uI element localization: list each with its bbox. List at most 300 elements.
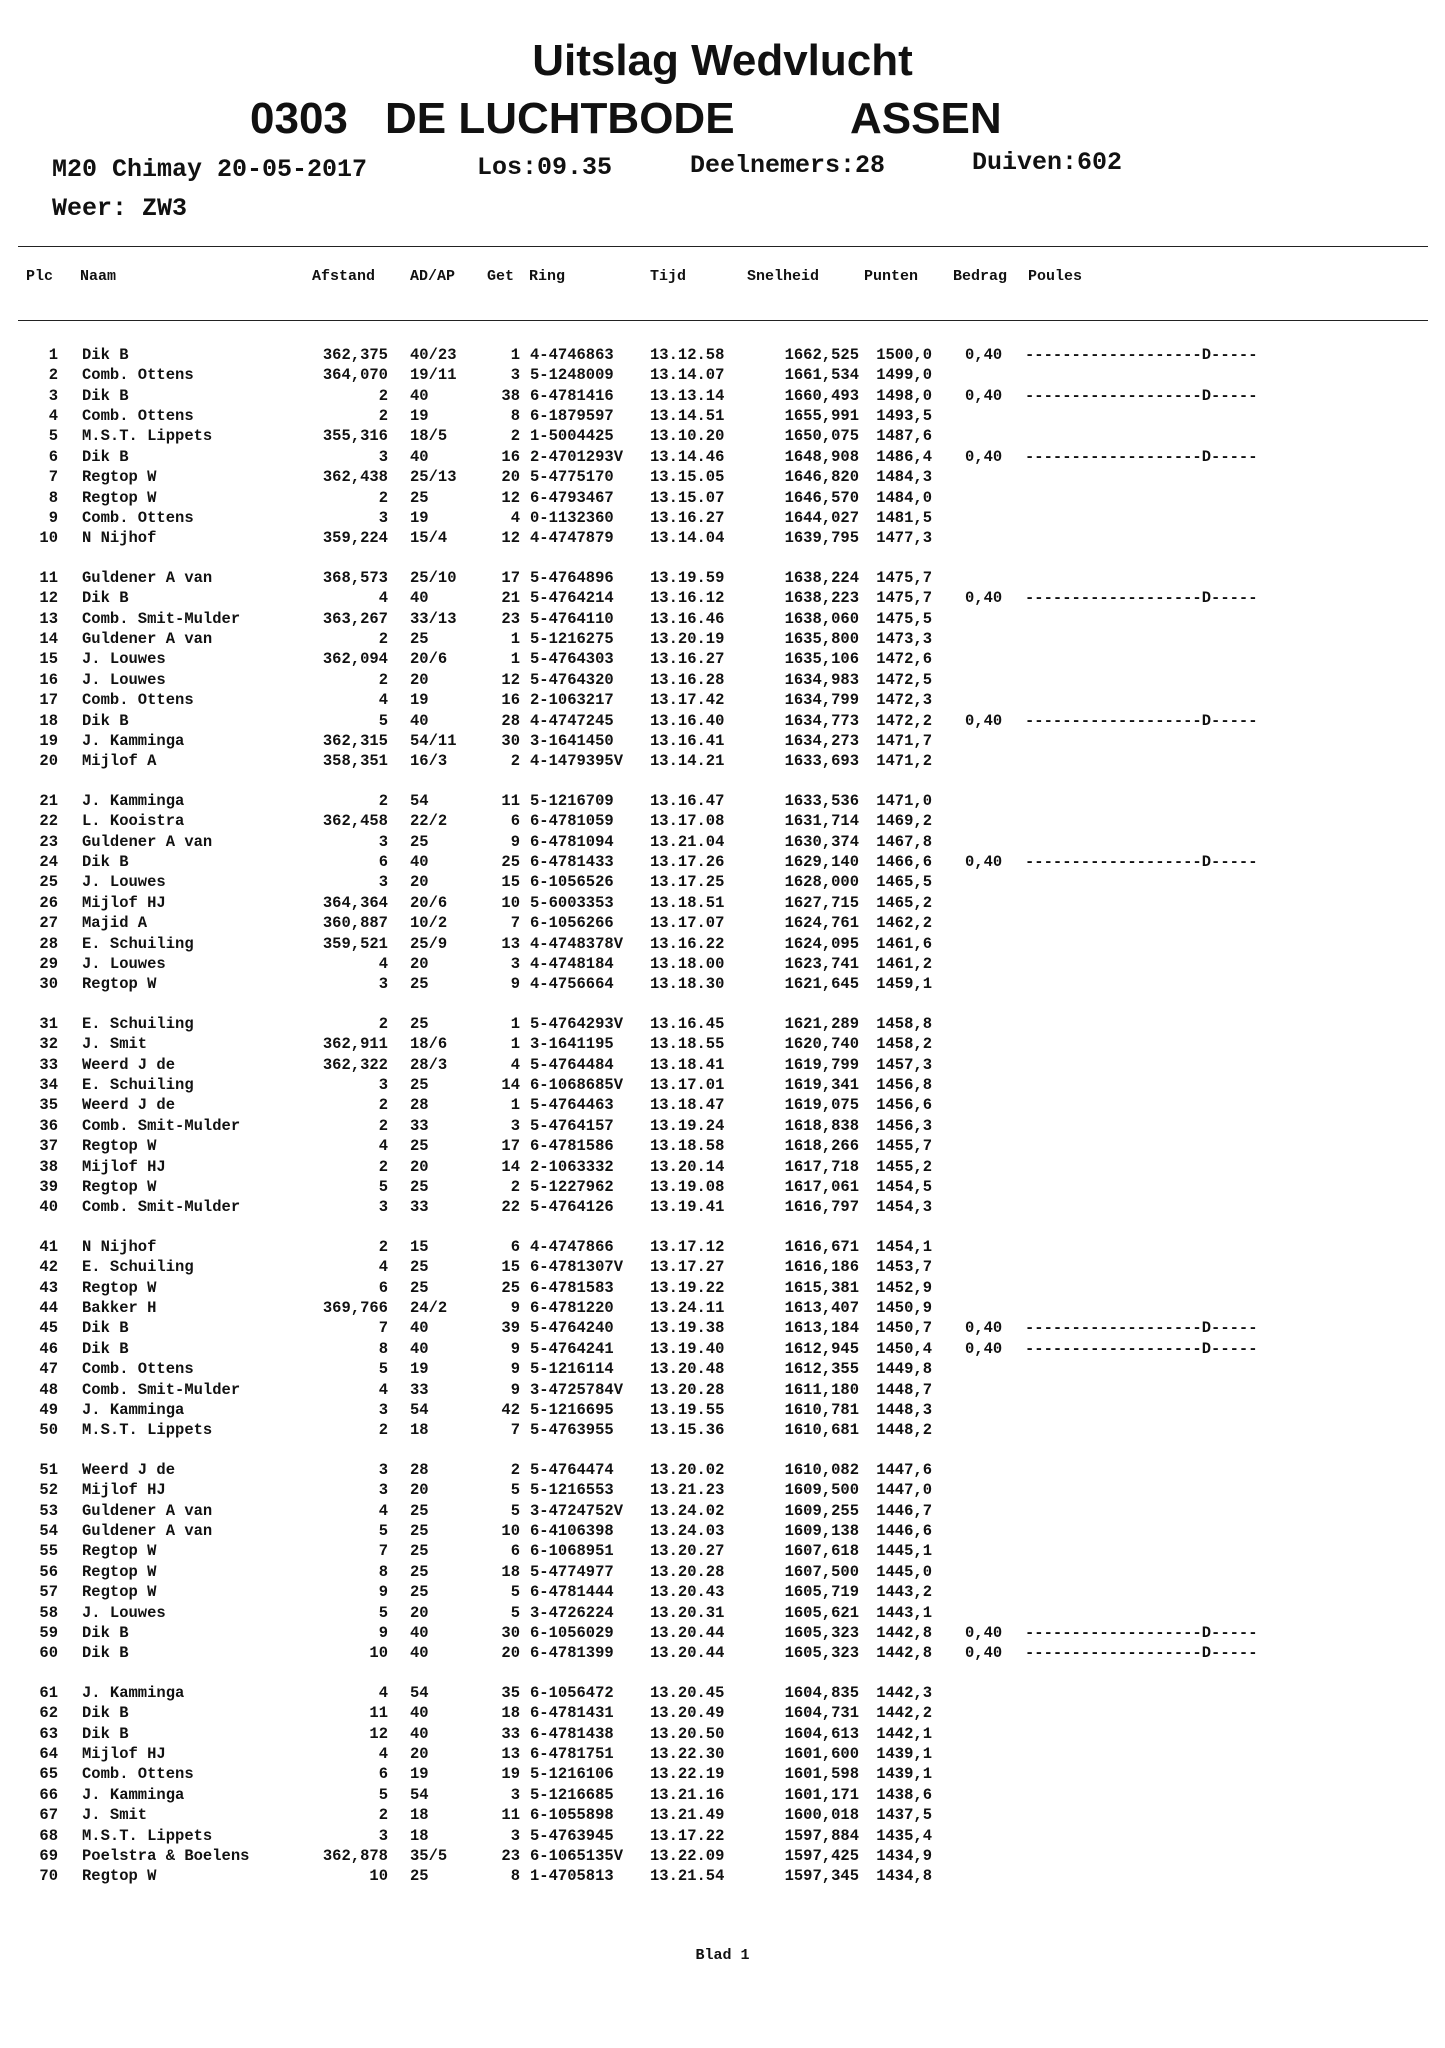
cell-punten: 1434,8 <box>876 1867 932 1886</box>
cell-get: 30 <box>501 1623 520 1642</box>
table-row <box>0 407 1445 427</box>
cell-get: 11 <box>501 792 520 810</box>
cell-afstand: 4 <box>378 954 388 973</box>
col-tijd-header: Tijd <box>650 268 687 285</box>
cell-plc: 11 <box>39 569 58 587</box>
cell-adap: 18/6 <box>410 1035 448 1054</box>
cell-plc: 23 <box>39 832 58 851</box>
cell-afstand: 362,458 <box>322 812 388 831</box>
cell-plc: 4 <box>48 407 58 426</box>
cell-tijd: 13.14.21 <box>650 752 725 771</box>
cell-plc: 68 <box>39 1826 58 1845</box>
cell-punten: 1456,3 <box>876 1116 932 1135</box>
cell-tijd: 13.14.51 <box>650 407 725 426</box>
cell-punten: 1448,3 <box>876 1400 932 1419</box>
cell-tijd: 13.17.26 <box>650 853 725 871</box>
cell-ring: 5-4775170 <box>530 468 614 487</box>
cell-punten: 1445,0 <box>876 1562 932 1581</box>
cell-ring: 6-1879597 <box>530 407 614 426</box>
cell-afstand: 4 <box>378 1258 388 1277</box>
cell-tijd: 13.19.38 <box>650 1319 725 1338</box>
table-row <box>0 1319 1445 1339</box>
cell-ring: 6-4781416 <box>530 386 614 405</box>
cell-plc: 52 <box>39 1481 58 1500</box>
cell-afstand: 359,224 <box>322 529 388 548</box>
cell-punten: 1456,6 <box>876 1096 932 1115</box>
cell-tijd: 13.24.02 <box>650 1501 725 1520</box>
cell-naam: Dik B <box>82 1724 129 1743</box>
cell-adap: 20 <box>410 1157 429 1176</box>
cell-get: 13 <box>501 1745 520 1763</box>
cell-get: 2 <box>510 1461 520 1479</box>
cell-plc: 53 <box>39 1501 58 1520</box>
cell-get: 18 <box>501 1704 520 1723</box>
cell-afstand: 4 <box>378 1684 388 1702</box>
cell-adap: 40 <box>410 711 429 730</box>
cell-naam: L. Kooistra <box>82 812 185 831</box>
cell-punten: 1442,1 <box>876 1724 932 1743</box>
cell-adap: 16/3 <box>410 752 448 771</box>
table-row <box>0 1867 1445 1887</box>
cell-tijd: 13.16.47 <box>650 792 725 810</box>
cell-plc: 56 <box>39 1562 58 1581</box>
cell-tijd: 13.20.45 <box>650 1684 725 1702</box>
cell-naam: Dik B <box>82 589 129 608</box>
cell-punten: 1461,6 <box>876 934 932 953</box>
cell-naam: N Nijhof <box>82 1238 157 1256</box>
cell-snelheid: 1650,075 <box>784 427 859 446</box>
table-row <box>0 1644 1445 1664</box>
cell-tijd: 13.18.47 <box>650 1096 725 1115</box>
cell-get: 14 <box>501 1076 520 1094</box>
cell-get: 5 <box>510 1583 520 1602</box>
cell-ring: 6-1065135V <box>530 1846 624 1865</box>
cell-punten: 1500,0 <box>876 346 932 364</box>
cell-ring: 6-4106398 <box>530 1522 614 1540</box>
table-row <box>0 1827 1445 1847</box>
cell-adap: 20 <box>410 954 429 973</box>
cell-snelheid: 1601,171 <box>784 1785 859 1804</box>
cell-get: 8 <box>510 1867 520 1886</box>
cell-plc: 49 <box>39 1400 58 1419</box>
cell-punten: 1443,1 <box>876 1603 932 1622</box>
cell-naam: E. Schuiling <box>82 934 194 953</box>
cell-adap: 19 <box>410 1765 429 1784</box>
cell-punten: 1446,7 <box>876 1501 932 1520</box>
cell-ring: 5-1216709 <box>530 792 614 810</box>
cell-tijd: 13.19.41 <box>650 1198 725 1217</box>
cell-adap: 54 <box>410 1684 429 1702</box>
cell-adap: 20/6 <box>410 893 448 912</box>
table-row <box>0 732 1445 752</box>
cell-naam: Dik B <box>82 711 129 730</box>
cell-adap: 40 <box>410 589 429 608</box>
cell-bedrag: 0,40 <box>965 447 1003 466</box>
cell-get: 1 <box>510 1015 520 1033</box>
cell-afstand: 2 <box>378 630 388 648</box>
table-row <box>0 1522 1445 1542</box>
cell-naam: J. Kamminga <box>82 1684 185 1702</box>
cell-plc: 10 <box>39 529 58 548</box>
cell-punten: 1453,7 <box>876 1258 932 1277</box>
cell-plc: 51 <box>39 1461 58 1479</box>
cell-get: 12 <box>501 488 520 507</box>
cell-snelheid: 1623,741 <box>784 954 859 973</box>
col-snelheid-header: Snelheid <box>747 268 820 285</box>
cell-punten: 1498,0 <box>876 386 932 405</box>
cell-naam: J. Louwes <box>82 954 166 973</box>
table-row <box>0 1299 1445 1319</box>
cell-plc: 37 <box>39 1137 58 1156</box>
race-name: M20 Chimay 20-05-2017 <box>52 155 368 184</box>
table-row <box>0 1542 1445 1562</box>
cell-tijd: 13.14.07 <box>650 366 725 385</box>
cell-afstand: 2 <box>378 1116 388 1135</box>
cell-plc: 3 <box>48 386 58 405</box>
cell-ring: 4-4748378V <box>530 934 624 953</box>
cell-ring: 4-1479395V <box>530 752 624 771</box>
table-row <box>0 1563 1445 1583</box>
cell-afstand: 363,267 <box>322 609 388 628</box>
cell-adap: 19 <box>410 1360 429 1379</box>
cell-plc: 17 <box>39 691 58 710</box>
cell-get: 3 <box>510 1116 520 1135</box>
cell-poules: -------------------D----- <box>1025 386 1258 405</box>
cell-snelheid: 1605,323 <box>784 1623 859 1642</box>
table-row <box>0 894 1445 914</box>
cell-ring: 5-4764110 <box>530 609 614 628</box>
cell-tijd: 13.19.08 <box>650 1177 725 1196</box>
cell-ring: 5-1216275 <box>530 630 614 648</box>
table-row <box>0 752 1445 772</box>
cell-snelheid: 1611,180 <box>784 1380 859 1399</box>
cell-afstand: 364,070 <box>322 366 388 385</box>
cell-get: 5 <box>510 1481 520 1500</box>
table-row <box>0 1481 1445 1501</box>
cell-ring: 5-4774977 <box>530 1562 614 1581</box>
cell-ring: 3-4725784V <box>530 1380 624 1399</box>
cell-tijd: 13.14.46 <box>650 447 725 466</box>
cell-tijd: 13.18.58 <box>650 1137 725 1156</box>
cell-afstand: 3 <box>378 508 388 527</box>
cell-snelheid: 1639,795 <box>784 529 859 548</box>
cell-snelheid: 1633,693 <box>784 752 859 771</box>
cell-bedrag: 0,40 <box>965 711 1003 730</box>
cell-get: 14 <box>501 1157 520 1176</box>
cell-tijd: 13.20.19 <box>650 630 725 648</box>
cell-adap: 22/2 <box>410 812 448 831</box>
cell-ring: 6-4781220 <box>530 1299 614 1317</box>
table-row <box>0 610 1445 630</box>
cell-tijd: 13.16.27 <box>650 508 725 527</box>
cell-punten: 1487,6 <box>876 427 932 446</box>
cell-get: 42 <box>501 1400 520 1419</box>
cell-afstand: 6 <box>378 1765 388 1784</box>
cell-snelheid: 1616,186 <box>784 1258 859 1277</box>
cell-afstand: 358,351 <box>322 752 388 771</box>
cell-adap: 20 <box>410 1481 429 1500</box>
cell-adap: 20 <box>410 873 429 892</box>
cell-tijd: 13.15.07 <box>650 488 725 507</box>
cell-adap: 40 <box>410 1704 429 1723</box>
cell-snelheid: 1605,621 <box>784 1603 859 1622</box>
cell-punten: 1475,7 <box>876 589 932 608</box>
col-naam-header: Naam <box>80 268 117 285</box>
table-row <box>0 1502 1445 1522</box>
cell-get: 1 <box>510 1096 520 1115</box>
cell-get: 18 <box>501 1562 520 1581</box>
cell-adap: 54/11 <box>410 731 457 750</box>
cell-punten: 1442,2 <box>876 1704 932 1723</box>
cell-snelheid: 1610,781 <box>784 1400 859 1419</box>
cell-adap: 25 <box>410 630 429 648</box>
table-row <box>0 589 1445 609</box>
cell-plc: 9 <box>48 508 58 527</box>
cell-snelheid: 1617,061 <box>784 1177 859 1196</box>
cell-plc: 70 <box>39 1867 58 1886</box>
cell-naam: Regtop W <box>82 1542 157 1561</box>
cell-naam: Regtop W <box>82 1583 157 1602</box>
table-row <box>0 1340 1445 1360</box>
cell-naam: Mijlof HJ <box>82 1481 166 1500</box>
cell-punten: 1443,2 <box>876 1583 932 1602</box>
cell-plc: 38 <box>39 1157 58 1176</box>
cell-adap: 25 <box>410 975 429 994</box>
cell-adap: 25 <box>410 1562 429 1581</box>
cell-naam: Dik B <box>82 1339 129 1358</box>
cell-naam: J. Louwes <box>82 650 166 669</box>
cell-adap: 35/5 <box>410 1846 448 1865</box>
cell-afstand: 8 <box>378 1339 388 1358</box>
cell-tijd: 13.10.20 <box>650 427 725 446</box>
cell-ring: 5-1216553 <box>530 1481 614 1500</box>
cell-naam: Dik B <box>82 1644 129 1663</box>
table-row <box>0 792 1445 812</box>
cell-plc: 16 <box>39 670 58 689</box>
cell-ring: 6-1056472 <box>530 1684 614 1702</box>
cell-afstand: 2 <box>378 1157 388 1176</box>
cell-snelheid: 1607,500 <box>784 1562 859 1581</box>
cell-ring: 4-4747245 <box>530 711 614 730</box>
cell-ring: 5-4764896 <box>530 569 614 587</box>
cell-get: 9 <box>510 1380 520 1399</box>
cell-ring: 6-4793467 <box>530 488 614 507</box>
cell-tijd: 13.17.22 <box>650 1826 725 1845</box>
cell-adap: 20 <box>410 670 429 689</box>
cell-plc: 30 <box>39 975 58 994</box>
cell-plc: 63 <box>39 1724 58 1743</box>
cell-poules: -------------------D----- <box>1025 447 1258 466</box>
cell-ring: 5-1216114 <box>530 1360 614 1379</box>
cell-adap: 28/3 <box>410 1055 448 1074</box>
cell-snelheid: 1620,740 <box>784 1035 859 1054</box>
table-row <box>0 1684 1445 1704</box>
cell-snelheid: 1631,714 <box>784 812 859 831</box>
cell-naam: Weerd J de <box>82 1096 176 1115</box>
cell-naam: Dik B <box>82 853 129 871</box>
cell-bedrag: 0,40 <box>965 1339 1003 1358</box>
cell-get: 11 <box>501 1806 520 1825</box>
cell-plc: 54 <box>39 1522 58 1540</box>
cell-tijd: 13.17.25 <box>650 873 725 892</box>
cell-afstand: 2 <box>378 1238 388 1256</box>
cell-naam: Dik B <box>82 1704 129 1723</box>
table-row <box>0 873 1445 893</box>
cell-snelheid: 1604,731 <box>784 1704 859 1723</box>
table-row <box>0 366 1445 386</box>
cell-ring: 3-4724752V <box>530 1501 624 1520</box>
cell-adap: 25 <box>410 1522 429 1540</box>
cell-ring: 4-4746863 <box>530 346 614 364</box>
cell-get: 16 <box>501 447 520 466</box>
cell-plc: 31 <box>39 1015 58 1033</box>
cell-get: 21 <box>501 589 520 608</box>
cell-naam: Guldener A van <box>82 1501 213 1520</box>
cell-punten: 1442,8 <box>876 1644 932 1663</box>
cell-afstand: 2 <box>378 488 388 507</box>
cell-punten: 1486,4 <box>876 447 932 466</box>
cell-ring: 6-4781751 <box>530 1745 614 1763</box>
cell-punten: 1454,1 <box>876 1238 932 1256</box>
cell-get: 3 <box>510 1826 520 1845</box>
cell-punten: 1454,3 <box>876 1198 932 1217</box>
cell-snelheid: 1604,613 <box>784 1724 859 1743</box>
cell-naam: M.S.T. Lippets <box>82 1826 213 1845</box>
cell-tijd: 13.21.49 <box>650 1806 725 1825</box>
cell-afstand: 364,364 <box>322 893 388 912</box>
cell-naam: Dik B <box>82 346 129 364</box>
cell-snelheid: 1613,184 <box>784 1319 859 1338</box>
cell-ring: 6-4781433 <box>530 853 614 871</box>
cell-punten: 1447,0 <box>876 1481 932 1500</box>
cell-ring: 6-4781583 <box>530 1278 614 1297</box>
col-ring-header: Ring <box>529 268 566 285</box>
participants-count: Deelnemers:28 <box>690 151 886 180</box>
cell-naam: Regtop W <box>82 975 157 994</box>
table-row <box>0 1096 1445 1116</box>
table-row <box>0 448 1445 468</box>
cell-punten: 1447,6 <box>876 1461 932 1479</box>
table-row <box>0 1847 1445 1867</box>
cell-ring: 4-4747866 <box>530 1238 614 1256</box>
cell-plc: 20 <box>39 752 58 771</box>
cell-snelheid: 1615,381 <box>784 1278 859 1297</box>
cell-tijd: 13.17.42 <box>650 691 725 710</box>
cell-punten: 1452,9 <box>876 1278 932 1297</box>
cell-tijd: 13.18.51 <box>650 893 725 912</box>
cell-naam: Comb. Ottens <box>82 407 194 426</box>
cell-get: 5 <box>510 1501 520 1520</box>
cell-tijd: 13.13.14 <box>650 386 725 405</box>
cell-punten: 1467,8 <box>876 832 932 851</box>
cell-bedrag: 0,40 <box>965 853 1003 871</box>
cell-tijd: 13.20.43 <box>650 1583 725 1602</box>
cell-snelheid: 1619,799 <box>784 1055 859 1074</box>
cell-ring: 5-1216695 <box>530 1400 614 1419</box>
cell-snelheid: 1605,323 <box>784 1644 859 1663</box>
cell-ring: 5-4764484 <box>530 1055 614 1074</box>
cell-adap: 54 <box>410 1785 429 1804</box>
cell-adap: 25/13 <box>410 468 457 487</box>
cell-adap: 25 <box>410 1501 429 1520</box>
cell-naam: Mijlof HJ <box>82 1745 166 1763</box>
cell-poules: -------------------D----- <box>1025 1644 1258 1663</box>
table-row <box>0 1583 1445 1603</box>
cell-tijd: 13.17.01 <box>650 1076 725 1094</box>
cell-get: 8 <box>510 407 520 426</box>
cell-tijd: 13.21.04 <box>650 832 725 851</box>
cell-punten: 1449,8 <box>876 1360 932 1379</box>
cell-punten: 1442,8 <box>876 1623 932 1642</box>
cell-plc: 36 <box>39 1116 58 1135</box>
table-row <box>0 1604 1445 1624</box>
cell-tijd: 13.19.40 <box>650 1339 725 1358</box>
cell-naam: Mijlof HJ <box>82 1157 166 1176</box>
cell-snelheid: 1601,598 <box>784 1765 859 1784</box>
cell-tijd: 13.15.05 <box>650 468 725 487</box>
cell-plc: 34 <box>39 1076 58 1094</box>
cell-afstand: 6 <box>378 853 388 871</box>
cell-naam: E. Schuiling <box>82 1258 194 1277</box>
cell-naam: J. Kamminga <box>82 731 185 750</box>
cell-naam: Bakker H <box>82 1299 157 1317</box>
cell-naam: Mijlof A <box>82 752 157 771</box>
cell-afstand: 4 <box>378 1745 388 1763</box>
cell-plc: 50 <box>39 1421 58 1440</box>
cell-get: 7 <box>510 1421 520 1440</box>
cell-tijd: 13.20.27 <box>650 1542 725 1561</box>
cell-plc: 7 <box>48 468 58 487</box>
table-row <box>0 1178 1445 1198</box>
cell-ring: 5-4763945 <box>530 1826 614 1845</box>
cell-naam: M.S.T. Lippets <box>82 1421 213 1440</box>
club-name: DE LUCHTBODE <box>385 94 735 143</box>
cell-ring: 6-4781059 <box>530 812 614 831</box>
cell-get: 23 <box>501 1846 520 1865</box>
cell-punten: 1481,5 <box>876 508 932 527</box>
cell-tijd: 13.16.12 <box>650 589 725 608</box>
table-row <box>0 1015 1445 1035</box>
cell-get: 3 <box>510 954 520 973</box>
cell-afstand: 3 <box>378 1198 388 1217</box>
cell-get: 9 <box>510 1339 520 1358</box>
cell-ring: 6-4781307V <box>530 1258 624 1277</box>
cell-naam: Comb. Smit-Mulder <box>82 1116 241 1135</box>
cell-tijd: 13.18.41 <box>650 1055 725 1074</box>
cell-adap: 19 <box>410 691 429 710</box>
cell-adap: 25 <box>410 1867 429 1886</box>
cell-afstand: 3 <box>378 1826 388 1845</box>
cell-snelheid: 1621,289 <box>784 1015 859 1033</box>
table-row <box>0 1117 1445 1137</box>
cell-tijd: 13.20.31 <box>650 1603 725 1622</box>
table-row <box>0 630 1445 650</box>
cell-snelheid: 1612,355 <box>784 1360 859 1379</box>
cell-punten: 1471,0 <box>876 792 932 810</box>
cell-naam: Dik B <box>82 1623 129 1642</box>
cell-poules: -------------------D----- <box>1025 346 1258 364</box>
cell-tijd: 13.20.49 <box>650 1704 725 1723</box>
cell-punten: 1434,9 <box>876 1846 932 1865</box>
cell-tijd: 13.17.08 <box>650 812 725 831</box>
cell-plc: 15 <box>39 650 58 669</box>
cell-plc: 27 <box>39 914 58 933</box>
cell-get: 1 <box>510 1035 520 1054</box>
cell-naam: J. Louwes <box>82 670 166 689</box>
cell-naam: Regtop W <box>82 1867 157 1886</box>
cell-snelheid: 1660,493 <box>784 386 859 405</box>
cell-snelheid: 1644,027 <box>784 508 859 527</box>
